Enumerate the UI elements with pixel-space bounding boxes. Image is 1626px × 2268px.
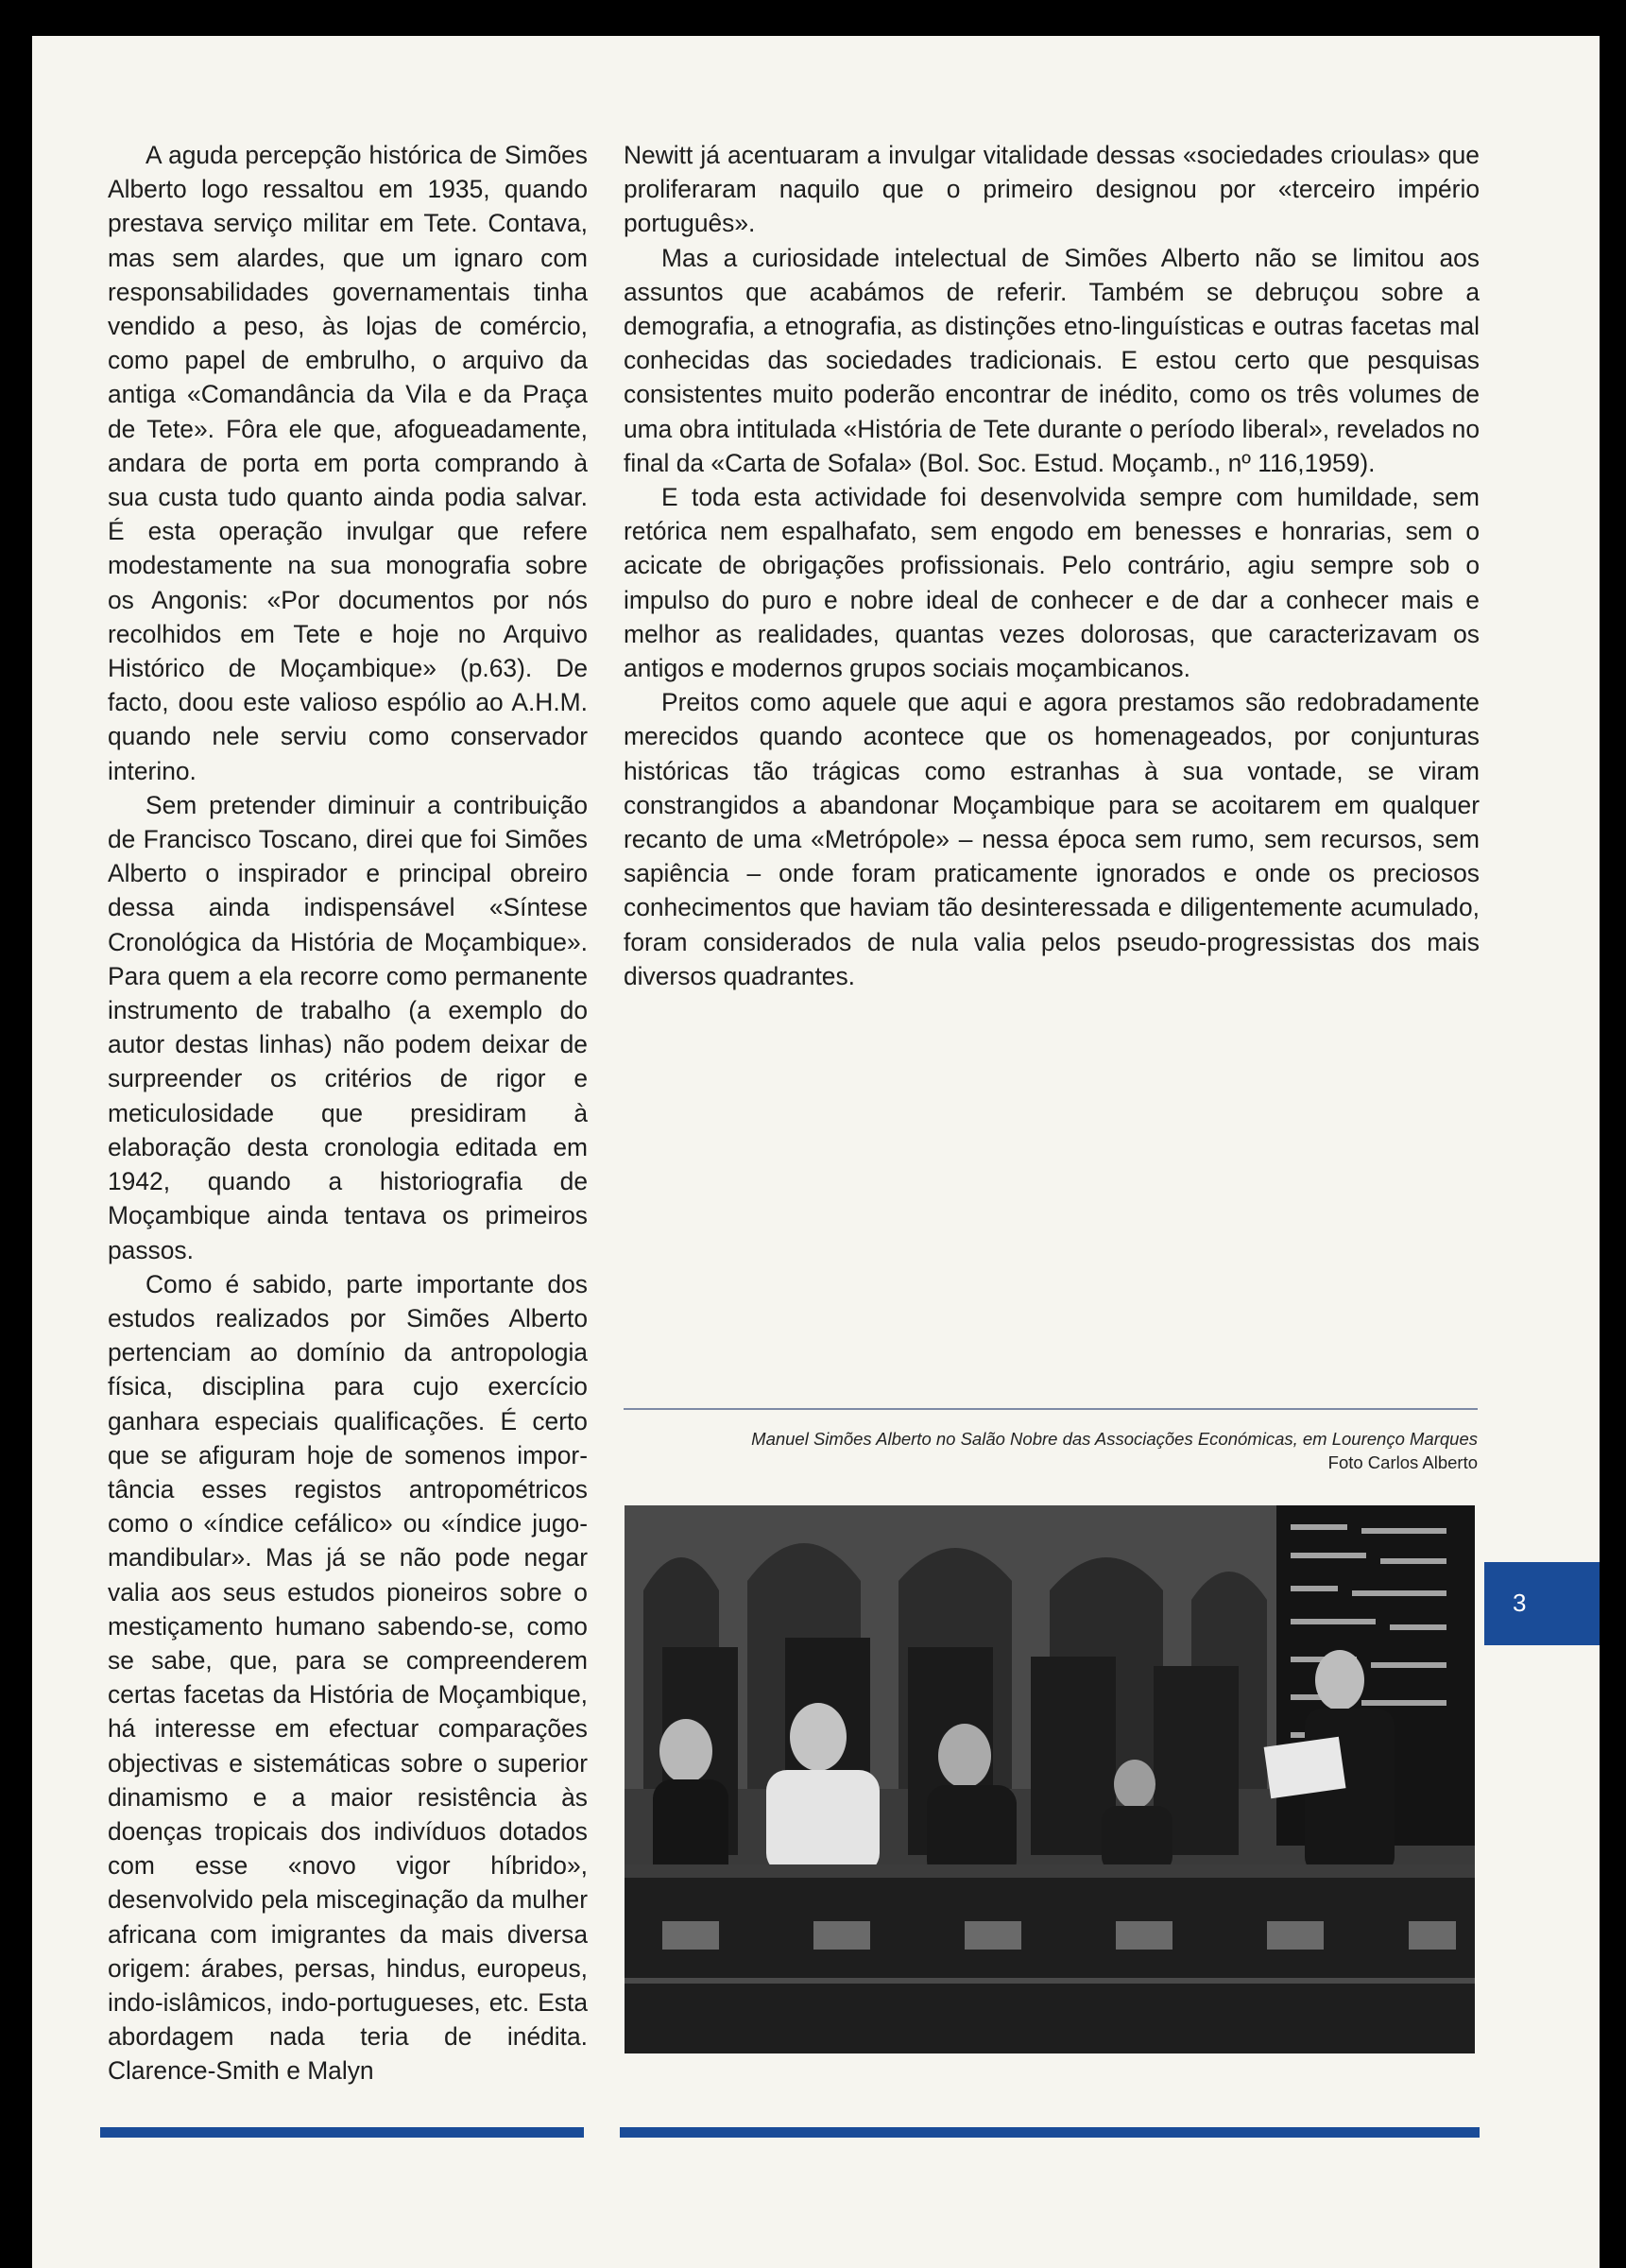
paragraph: Newitt já acentuaram a invulgar vitalidade dessas «sociedades crioulas» que proliferaram naquilo que o primeiro designou por «terceiro império português».: [624, 141, 1480, 238]
paragraph: A aguda percepção histórica de Simões Alberto logo ressaltou em 1935, quando prestava serviço militar em Tete. Contava, mas sem alardes, que um ignaro com responsabilidades governamentais tinha vendido a peso, às lojas de comércio, como papel de embrulho, o arquivo da antiga «Comandância da Vila e da Praça de Tete». Fôra ele que, afogueadamente, andara de porta em porta comprando à sua custa tudo quanto ainda podia salvar. É esta operação invulgar que refere modestamente na sua monografia sobre os Angonis: «Por documentos por nós recolhidos em Tete e hoje no Arquivo Histórico de Moçambique» (p.63). De facto, doou este valioso espólio ao A.H.M. quando nele serviu como conservador interino.: [108, 141, 588, 785]
photo-credit: Foto Carlos Alberto: [1327, 1452, 1478, 1472]
paragraph: Sem pretender diminuir a contribuição de Francisco Toscano, direi que foi Simões Alberto o inspirador e principal obreiro dessa ainda indispensável «Síntese Cronológica da História de Moçambique». Para quem a ela recorre como permanente instrumento de trabalho (a exemplo do autor destas linhas) não podem deixar de surpreender os critérios de rigor e meticulosidade que presidiram à elaboração desta cronologia editada em 1942, quando a historiografia de Moçambique ainda tentava os primeiros passos.: [108, 790, 588, 1264]
photo-illustration: [625, 1505, 1475, 2053]
paragraph: Como é sabido, parte importante dos estudos realizados por Simões Alberto pertenciam ao domínio da antropologia física, disciplina para cujo exercício ganhara especiais qualificações. É certo que se afiguram hoje de somenos importância esses registos antropométricos como o «índice cefálico» ou «índice jugomandibular». Mas já se não pode negar valia aos seus estudos pioneiros sobre o mestiçamento humano sabendo-se, como se sabe, que, para se compreenderem certas facetas da História de Moçambique, há interesse em efectuar comparações objectivas e sistemáticas sobre o superior dinamismo e a maior resistência às doenças tropicais dos indivíduos dotados com esse «novo vigor híbrido», desenvolvido pela misceginação da mulher africana com imigrantes da mais diversa origem: árabes, persas, hindus, europeus, indo-islâmicos, indo-portugueses, etc. Esta abordagem nada teria de inédita. Clarence-Smith e Malyn: [108, 1269, 588, 2086]
footer-rule-left: [100, 2127, 584, 2138]
footer-rule-right: [620, 2127, 1480, 2138]
page-number-tab: [1484, 1562, 1600, 1645]
paragraph: Mas a curiosidade intelectual de Simões Alberto não se limitou aos assuntos que acabámos de referir. Também se debruçou sobre a demografia, a etnografia, as distinções etno-linguísticas e outras facetas mal conhecidas das sociedades tradicionais. E estou certo que pesquisas consistentes muito poderão encontrar de inédito, como os três volumes de uma obra intitulada «História de Tete durante o período liberal», revelados no final da «Carta de Sofala» (Bol. Soc. Estud. Moçamb., nº 116,1959).: [624, 243, 1480, 477]
article-left-column: [108, 138, 588, 2088]
page-number: 3: [1513, 1589, 1527, 1617]
ceremony-photo: [625, 1505, 1475, 2053]
caption-text: Manuel Simões Alberto no Salão Nobre das Associações Económicas, em Lourenço Marques: [751, 1429, 1478, 1449]
magazine-page: [32, 36, 1600, 2268]
article-right-column: [624, 138, 1480, 993]
paragraph: Preitos como aquele que aqui e agora prestamos são redobradamente merecidos quando acontece que os homenageados, por conjunturas históricas tão trágicas como estranhas à sua vontade, se viram constrangidos a abandonar Moçambique para se acoitarem em qualquer recanto de uma «Metrópole» – nessa época sem rumo, sem recursos, sem sapiência – onde foram praticamente ignorados e onde os preciosos conhecimentos que haviam tão desinteressada e diligentemente acumulado, foram considerados de nula valia pelos pseudo-progressistas dos mais diversos quadrantes.: [624, 688, 1480, 990]
caption-divider: [624, 1408, 1478, 1410]
paragraph: E toda esta actividade foi desenvolvida sempre com humildade, sem retórica nem espalhafato, sem engodo em benesses e honrarias, sem o acicate de obrigações profissionais. Pelo contrário, agiu sempre sob o impulso do puro e nobre ideal de conhecer e de dar a conhecer mais e melhor as realidades, quantas vezes dolorosas, que caracterizavam os antigos e modernos grupos sociais moçambicanos.: [624, 483, 1480, 683]
photo-caption: [624, 1427, 1478, 1474]
